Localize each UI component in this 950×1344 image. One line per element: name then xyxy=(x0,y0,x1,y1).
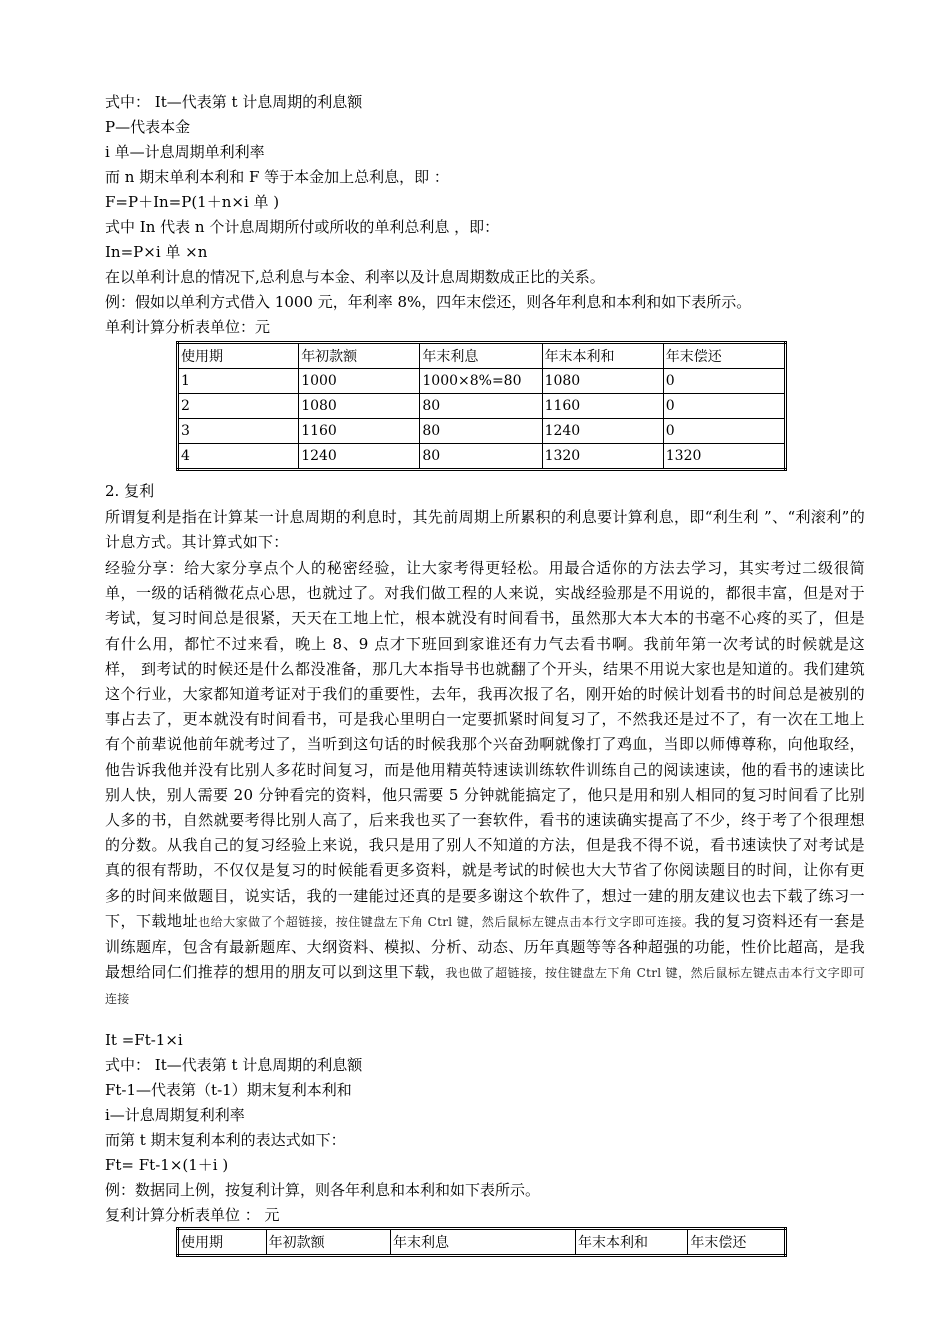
table-cell: 1160 xyxy=(299,419,420,444)
download-link-note[interactable]: 也给大家做了个超链接，按住键盘左下角 Ctrl 键，然后鼠标左键点击本行文字即可连接。 xyxy=(198,914,695,929)
table-caption: 单利计算分析表单位：元 xyxy=(105,318,271,336)
header-cell: 年末利息 xyxy=(390,1229,575,1256)
text-line: i—计息周期复利利率 xyxy=(105,1106,245,1124)
header-cell: 年末本利和 xyxy=(575,1229,687,1256)
text-line: 而第 t 期末复利本利的表达式如下： xyxy=(105,1131,346,1149)
table-cell: 1000×8%=80 xyxy=(420,369,542,394)
text-line: 式中： It—代表第 t 计息周期的利息额 xyxy=(105,93,363,111)
table-row xyxy=(178,369,786,394)
table-cell: 1080 xyxy=(299,394,420,419)
table-row xyxy=(178,444,786,470)
table-cell: 1000 xyxy=(299,369,420,394)
header-cell: 使用期 xyxy=(178,343,299,369)
experience-text: 经验分享：给大家分享点个人的秘密经验，让大家考得更轻松。用最合适你的方法去学习，其实考过二级很简单，一级的话稍微花点心思，也就过了。对我们做工程的人来说，实战经验那是不用说的，都很丰富，但是对于考试，复习时间总是很紧，天天在工地上忙，根本就没有时间看书，虽然那大本大本的书毫不心疼的买了，但是有什么用，都忙不过来看，晚上 8、9 点才下班回到家谁还有力气去看书啊。我前年第一次考试的时候就是这样， 到考试的时候还是什么都没准备，那几大本指导书也就翻了个开头，结果不用说大家也是知道的。我们建筑这个行业，大家都知道考证对于我们的重要性，去年，我再次报了名，刚开始的时候计划看书的时间总是被别的事占去了，更本就没有时间看书，可是我心里明白一定要抓紧时间复习了，不然我还是过不了，有一次在工地上有个前辈说他前年就考过了，当听到这句话的时候我那个兴奋劲啊就像打了鸡血，当即以师傅尊称，向他取经，他告诉我他并没有比别人多花时间复习，而是他用精英特速读训练软件训练自己的阅读速读，他的看书的速读比别人快，别人需要 20 分钟看完的资料，他只需要 5 分钟就能搞定了，他只是用和别人相同的复习时间看了比别人多的书，自然就要考得比别人高了，后来我也买了一套软件，看书的速读确实提高了不少，终于考了个很理想的分数。从我自己的复习经验上来说，我只是用了别人不知道的方法，但是我不得不说，看书速读快了对考试是真的很有帮助，不仅仅是复习的时候能看更多资料，就是考试的时候也大大节省了你阅读题目的时间，让你有更多的时间来做题目，说实话，我的一建能过还真的是要多谢这个软件了，想过一建的朋友建议也去下载了练习一下，下载地址 xyxy=(105,559,865,930)
text-line: 而 n 期末单利本利和 F 等于本金加上总利息，即 ： xyxy=(105,168,449,186)
text-line: Ft-1—代表第（t-1）期末复利本利和 xyxy=(105,1081,352,1099)
text-line: 例：假如以单利方式借入 1000 元，年利率 8%，四年末偿还，则各年利息和本利和如下表所示。 xyxy=(105,293,752,311)
table-header-row xyxy=(178,343,786,369)
formula-line: Ft= Ft-1×(1＋i ) xyxy=(105,1156,229,1174)
table-cell: 1240 xyxy=(299,444,420,470)
table-cell: 1 xyxy=(178,369,299,394)
text-line: 式中： It—代表第 t 计息周期的利息额 xyxy=(105,1056,363,1074)
header-cell: 年末偿还 xyxy=(688,1229,786,1256)
question-bank-link-note[interactable]: 我也做了超链接，按住键盘左下角 Ctrl 键，然后鼠标左键点击本行文字即可连接 xyxy=(105,966,866,1007)
compound-intro-paragraph: 所谓复利是指在计算某一计息周期的利息时，其先前周期上所累积的利息要计算利息，即“利生利 ”、“利滚利”的计息方式。其计算式如下： xyxy=(105,508,865,552)
header-cell: 使用期 xyxy=(178,1229,267,1256)
header-cell: 年末本利和 xyxy=(542,343,663,369)
formula-line: It =Ft-1×i xyxy=(105,1031,183,1049)
header-cell: 年初款额 xyxy=(299,343,420,369)
simple-interest-table xyxy=(176,341,787,471)
formula-line: F=P＋In=P(1＋n×i 单 ) xyxy=(105,193,280,211)
text-line: 在以单利计息的情况下,总利息与本金、利率以及计息周期数成正比的关系。 xyxy=(105,268,605,286)
table-cell: 1320 xyxy=(663,444,785,470)
table-cell: 2 xyxy=(178,394,299,419)
table-cell: 4 xyxy=(178,444,299,470)
table-cell: 1160 xyxy=(542,394,663,419)
experience-paragraph xyxy=(105,556,865,1013)
header-cell: 年末利息 xyxy=(420,343,542,369)
table-row xyxy=(178,419,786,444)
table-cell: 0 xyxy=(663,394,785,419)
table-cell: 80 xyxy=(420,419,542,444)
text-line: 例：数据同上例，按复利计算，则各年利息和本利和如下表所示。 xyxy=(105,1181,541,1199)
text-line: P—代表本金 xyxy=(105,118,191,136)
table-header-row xyxy=(178,1229,786,1256)
table-cell: 0 xyxy=(663,369,785,394)
header-cell: 年末偿还 xyxy=(663,343,785,369)
table-row xyxy=(178,394,786,419)
compound-interest-table xyxy=(176,1227,787,1257)
table-caption: 复利计算分析表单位 ： 元 xyxy=(105,1206,280,1224)
table-cell: 0 xyxy=(663,419,785,444)
table-cell: 1320 xyxy=(542,444,663,470)
header-cell: 年初款额 xyxy=(266,1229,390,1256)
table-cell: 80 xyxy=(420,444,542,470)
table-cell: 3 xyxy=(178,419,299,444)
text-line: 式中 In 代表 n 个计息周期所付或所收的单利总利息 ，即： xyxy=(105,218,500,236)
table-cell: 1240 xyxy=(542,419,663,444)
experience-text-2: 我的复习资料还有一套是训练题库，包含有最新题库、大纲资料、模拟、分析、动态、历年真题等等各种超强的功能，性价比超高，是我最想给同仁们推荐的想用的朋友可以到这里下载， xyxy=(105,911,865,982)
text-line: i 单—计息周期单利利率 xyxy=(105,143,265,161)
formula-line: In=P×i 单 ×n xyxy=(105,243,208,261)
table-cell: 80 xyxy=(420,394,542,419)
table-cell: 1080 xyxy=(542,369,663,394)
section-heading: 2. 复利 xyxy=(105,482,155,500)
